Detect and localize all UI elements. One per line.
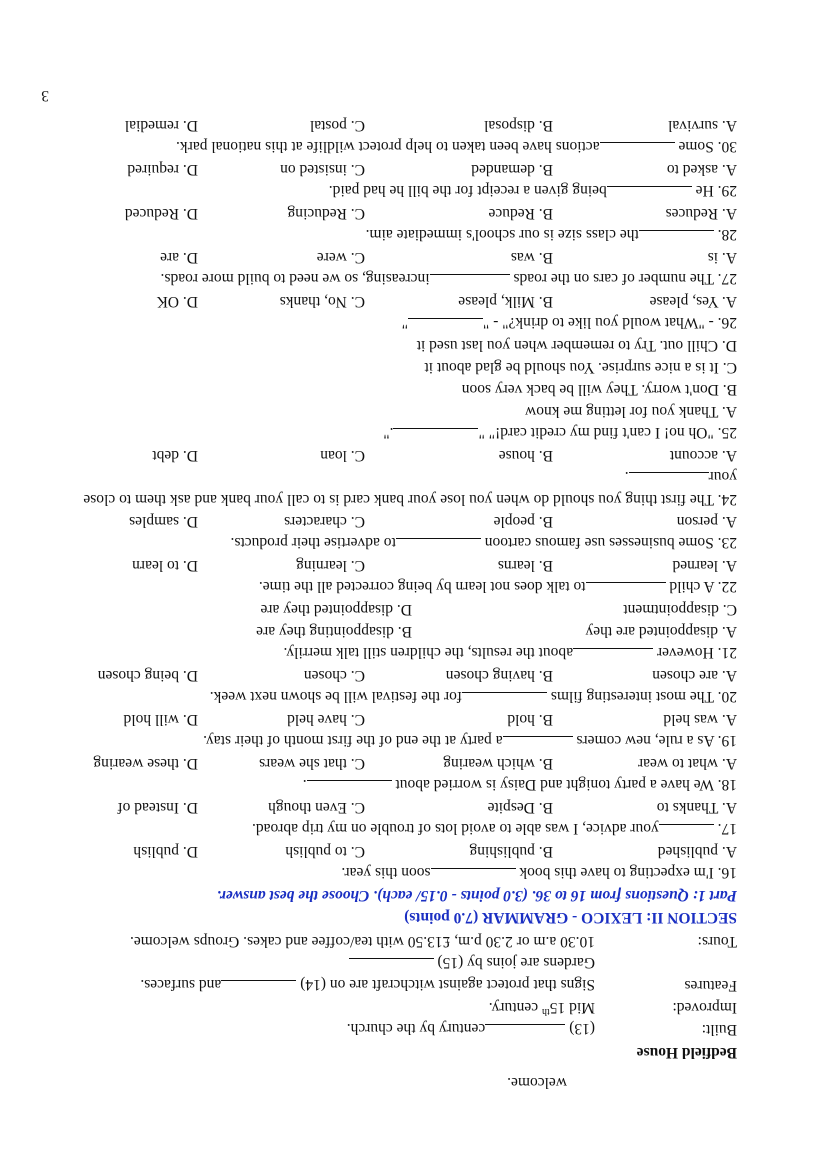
option-29d[interactable]: D. required: [127, 161, 198, 178]
option-22c[interactable]: C. learning: [296, 557, 365, 574]
answer-blank: [639, 230, 714, 245]
option-25d[interactable]: D. Chill out. Try to remember when you last used it: [416, 337, 737, 354]
option-16c[interactable]: C. to publish: [285, 843, 365, 860]
question-25: 25. "Oh no! I can't find my credit card!" ".": [383, 424, 737, 441]
option-18b[interactable]: B. which wearing: [443, 755, 553, 772]
option-22a[interactable]: A. learned: [672, 557, 737, 574]
option-19a[interactable]: A. was held: [663, 711, 737, 728]
option-30b[interactable]: B. disposal: [484, 117, 553, 134]
improved-label: Improved:: [672, 999, 737, 1016]
option-20d[interactable]: D. being chosen: [97, 667, 198, 684]
option-28c[interactable]: C. Reducing: [287, 205, 365, 222]
question-29: 29. He being given a receipt for the bill he had paid.: [328, 182, 737, 199]
question-24: 24. The first thing you should do when you lose your bank card is to call your bank and ask them to close: [83, 491, 737, 508]
page-number: 3: [41, 87, 49, 104]
option-17b[interactable]: B. Despite: [487, 799, 553, 816]
option-18c[interactable]: C. that she wears: [259, 755, 365, 772]
answer-blank: [307, 780, 392, 795]
answer-blank: [349, 958, 434, 973]
option-18d[interactable]: D. these wearing: [93, 755, 198, 772]
option-23d[interactable]: D. samples: [129, 513, 198, 530]
answer-blank: [629, 472, 709, 487]
option-24d[interactable]: D. debt: [152, 447, 198, 464]
answer-blank: [607, 186, 692, 201]
option-21a[interactable]: A. disappointed are they: [585, 623, 737, 640]
built-label: Built:: [701, 1021, 737, 1038]
option-16b[interactable]: B. publishing: [469, 843, 553, 860]
option-23a[interactable]: A. person: [676, 513, 737, 530]
answer-blank: [431, 868, 516, 883]
built-line: [347, 1018, 595, 1039]
option-21b[interactable]: B. disappointing they are: [256, 623, 412, 640]
option-30a[interactable]: A. survival: [668, 117, 737, 134]
option-22b[interactable]: B. learns: [497, 557, 553, 574]
option-17c[interactable]: C. Even though: [268, 799, 365, 816]
answer-blank: [503, 736, 573, 751]
option-18a[interactable]: A. what to wear: [638, 755, 737, 772]
answer-blank: [430, 274, 510, 289]
option-28d[interactable]: D. Reduced: [124, 205, 198, 222]
option-27a[interactable]: A. is: [707, 249, 737, 266]
question-30: 30. Some actions have been taken to help protect wildlife at this national park.: [176, 138, 737, 155]
question-23: 23. Some businesses use famous cartoon to advertise their products.: [230, 534, 737, 551]
answer-blank: [394, 428, 479, 443]
option-21d[interactable]: D. disappointed they are: [260, 601, 412, 618]
option-24c[interactable]: C. loan: [320, 447, 365, 464]
option-30c[interactable]: C. postal: [309, 117, 365, 134]
improved-line: Mid 15th century.: [488, 999, 595, 1018]
option-17d[interactable]: D. Instead of: [117, 799, 198, 816]
option-23b[interactable]: B. people: [493, 513, 553, 530]
answer-blank: [586, 582, 666, 597]
option-27d[interactable]: D. are: [160, 249, 198, 266]
gardens-line: Gardens are joins by (15): [349, 952, 595, 973]
option-28b[interactable]: B. Reduce: [488, 205, 553, 222]
option-22d[interactable]: D. to learn: [132, 557, 198, 574]
answer-blank: [600, 142, 675, 157]
option-30d[interactable]: D. remedial: [124, 117, 198, 134]
option-20a[interactable]: A. are chosen: [652, 667, 737, 684]
option-24b[interactable]: B. house: [498, 447, 553, 464]
option-20c[interactable]: C. chosen: [303, 667, 365, 684]
question-22: 22. A child to talk does not learn by being corrected all the time.: [258, 578, 737, 595]
question-27: 27. The number of cars on the roads increasing, so we need to build more roads.: [160, 270, 737, 287]
built-text: century by the church.: [346, 1020, 486, 1037]
option-17a[interactable]: A. Thanks to: [656, 799, 737, 816]
question-24-cont: your.: [624, 468, 737, 485]
option-27c[interactable]: C. were: [316, 249, 365, 266]
answer-blank: [659, 824, 714, 839]
option-26a[interactable]: A. Yes, please: [649, 293, 737, 310]
built-number: (13): [569, 1020, 595, 1037]
option-19c[interactable]: C. have held: [287, 711, 365, 728]
answer-blank: [485, 1024, 565, 1039]
answer-blank: [573, 648, 653, 663]
option-29a[interactable]: A. asked to: [666, 161, 737, 178]
bedfield-title: Bedfield House: [636, 1044, 737, 1061]
option-27b[interactable]: B. was: [510, 249, 553, 266]
question-21: 21. However about the results, the children still talk merrily.: [283, 644, 737, 661]
tours-text: 10.30 a.m or 2.30 p.m, £13.50 with tea/coffee and cakes. Groups welcome.: [129, 933, 595, 950]
option-29b[interactable]: B. demanded: [471, 161, 553, 178]
question-19: 19. As a rule, new comers a party at the end of the first month of their stay.: [203, 732, 737, 749]
option-19d[interactable]: D. will hold: [123, 711, 198, 728]
question-28: 28. the class size is our school's immediate aim.: [365, 226, 737, 243]
section-title: SECTION II: LEXICO - GRAMMAR (7.0 points): [404, 909, 737, 926]
option-25c[interactable]: C. It is a nice surprise. You should be glad about it: [424, 359, 737, 376]
option-26b[interactable]: B. Milk, please: [458, 293, 553, 310]
option-25a[interactable]: A. Thank you for letting me know: [525, 403, 737, 420]
part-instruction: Part 1: Questions from 16 to 36. (3.0 points - 0.15/ each). Choose the best answer.: [216, 887, 737, 904]
option-28a[interactable]: A. Reduces: [665, 205, 737, 222]
option-25b[interactable]: B. Don't worry. They will be back very soon: [461, 381, 737, 398]
option-16a[interactable]: A. published: [657, 843, 737, 860]
option-23c[interactable]: C. characters: [284, 513, 365, 530]
features-line: Signs that protect against witchcraft are on (14) and surfaces.: [140, 976, 595, 993]
question-20: 20. The most interesting films for the festival will be shown next week.: [209, 688, 737, 705]
question-16: 16. I'm expecting to have this book soon this year.: [341, 864, 737, 881]
question-18: 18. We have a party tonight and Daisy is worried about .: [302, 776, 737, 793]
features-label: Features: [684, 977, 737, 994]
question-26: 26. - "What would you like to drink?" - "": [401, 314, 737, 331]
option-26d[interactable]: D. OK: [156, 293, 198, 310]
option-20b[interactable]: B. having chosen: [445, 667, 553, 684]
option-16d[interactable]: D. publish: [133, 843, 198, 860]
option-26c[interactable]: C. No, thanks: [279, 293, 365, 310]
answer-blank: [462, 692, 547, 707]
answer-blank: [408, 318, 483, 333]
answer-blank: [221, 980, 296, 995]
tours-label: Tours:: [697, 933, 737, 950]
option-19b[interactable]: B. hold: [507, 711, 553, 728]
option-24a[interactable]: A. account: [669, 447, 737, 464]
option-29c[interactable]: C. insisted on: [280, 161, 365, 178]
option-21c[interactable]: C. disappointment: [623, 601, 737, 618]
header-text: welcome.: [507, 1074, 567, 1091]
answer-blank: [396, 538, 481, 553]
question-17: 17. your advice, I was able to avoid lots of trouble on my trip abroad.: [251, 820, 737, 837]
